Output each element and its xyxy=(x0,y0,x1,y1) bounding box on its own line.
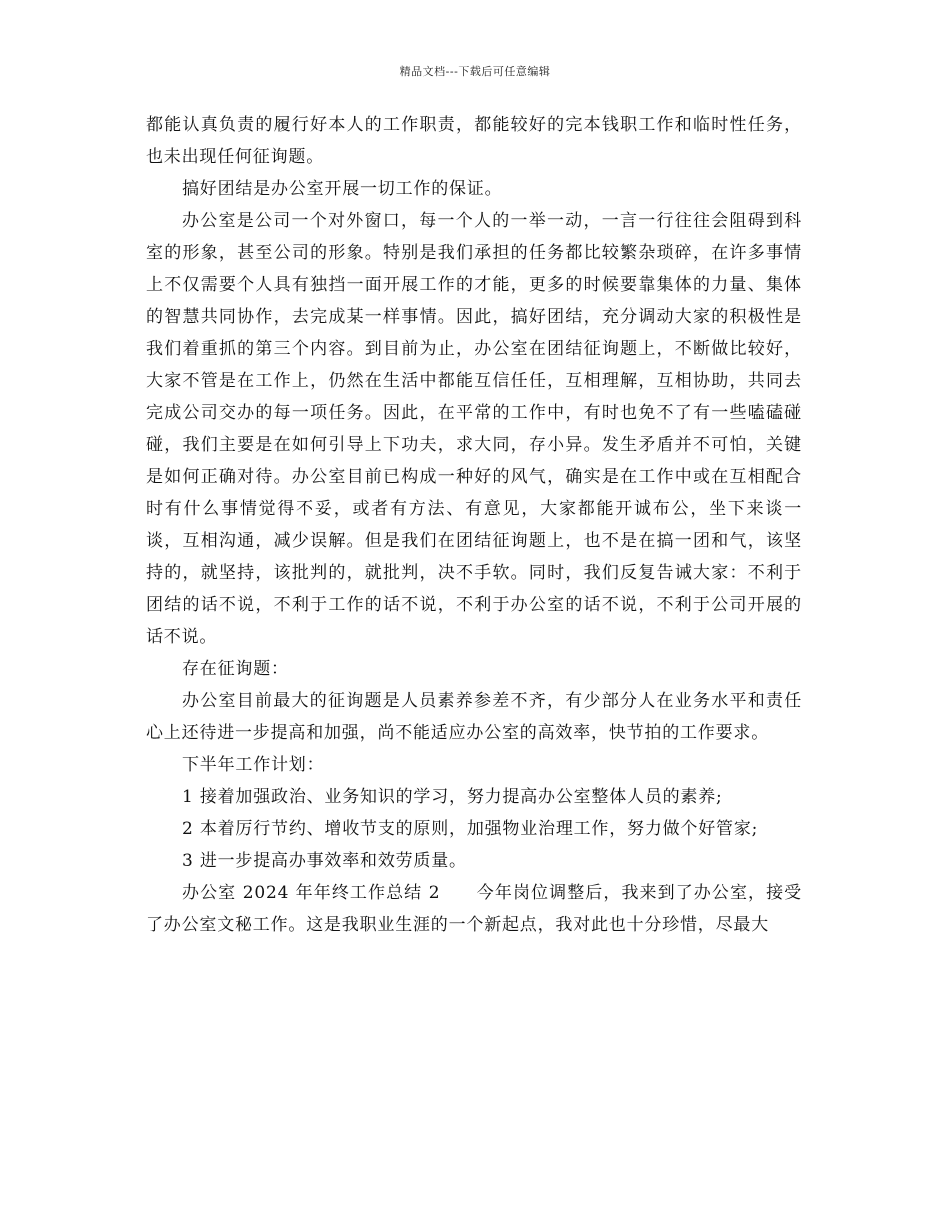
paragraph-issues-heading: 存在征询题： xyxy=(182,659,289,679)
paragraph-issues-body: 办公室目前最大的征询题是人员素养参差不齐，有少部分人在业务水平和责任心上还待进一步提高和加强，尚不能适应办公室的高效率，快节拍的工作要求。 xyxy=(146,691,802,743)
plan-item-3: 3 进一步提高办事效率和效劳质量。 xyxy=(182,851,467,871)
paragraph-unity-body: 办公室是公司一个对外窗口，每一个人的一举一动，一言一行往往会阻碍到科室的形象，甚至公司的形象。特别是我们承担的任务都比较繁杂琐碎，在许多事情上不仅需要个人具有独挡一面开展工作的才能，更多的时候要靠集体的力量、集体的智慧共同协作，去完成某一样事情。因此，搞好团结，充分调动大家的积极性是我们着重抓的第三个内容。到目前为止，办公室在团结征询题上，不断做比较好，大家不管是在工作上，仍然在生活中都能互信任任，互相理解，互相协助，共同去完成公司交办的每一项任务。因此，在平常的工作中，有时也免不了有一些嗑磕碰碰，我们主要是在如何引导上下功夫，求大同，存小异。发生矛盾并不可怕，关键是如何正确对待。办公室目前已构成一种好的风气，确实是在工作中或在互相配合时有什么事情觉得不妥，或者有方法、有意见，大家都能开诚布公，坐下来谈一谈，互相沟通，减少误解。但是我们在团结征询题上，也不是在搞一团和气，该坚持的，就坚持，该批判的，就批判，决不手软。同时，我们反复告诫大家：不利于团结的话不说，不利于工作的话不说，不利于办公室的话不说，不利于公司开展的话不说。 xyxy=(146,211,802,647)
plan-item-2: 2 本着厉行节约、增收节支的原则，加强物业治理工作，努力做个好管家; xyxy=(182,819,759,839)
page-header: 精品文档---下载后可任意编辑 xyxy=(399,65,551,78)
document-body xyxy=(146,109,802,941)
paragraph-unity-heading: 搞好团结是办公室开展一切工作的保证。 xyxy=(182,179,503,199)
paragraph-plan-heading: 下半年工作计划： xyxy=(182,755,325,775)
paragraph-duty-continuation: 都能认真负责的履行好本人的工作职责，都能较好的完本钱职工作和临时性任务，也未出现任何征询题。 xyxy=(146,115,802,167)
paragraph-summary-2-start: 办公室 2024 年年终工作总结 2 今年岗位调整后，我来到了办公室，接受了办公室文秘工作。这是我职业生涯的一个新起点，我对此也十分珍惜，尽最大 xyxy=(146,883,802,935)
plan-item-1: 1 接着加强政治、业务知识的学习，努力提高办公室整体人员的素养; xyxy=(182,787,723,807)
